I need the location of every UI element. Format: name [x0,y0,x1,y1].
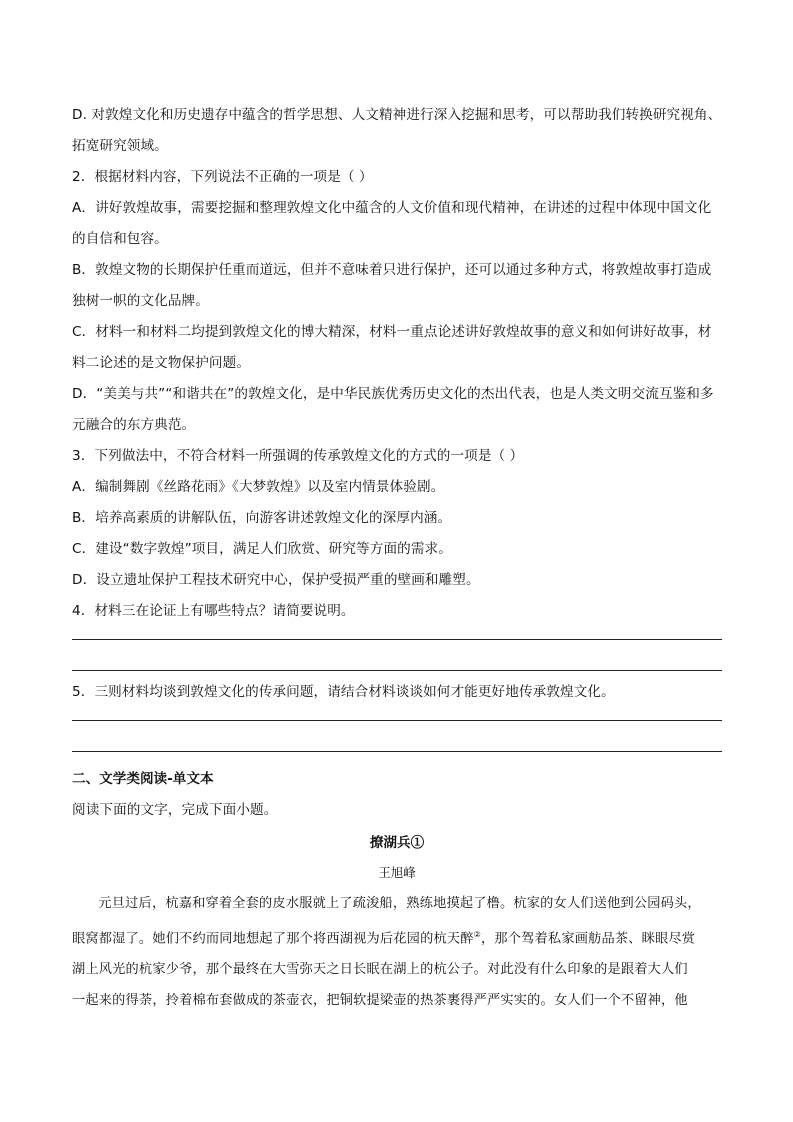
q5-answer-line-1[interactable] [72,720,722,721]
q4-answer-line-1[interactable] [72,639,722,640]
q2-option-b-line1: B．敦煌文物的长期保护任重而道远，但并不意味着只进行保护，还可以通过多种方式，将敦煌故事打造成 [72,262,712,278]
q2-option-a-line1: A．讲好敦煌故事，需要挖掘和整理敦煌文化中蕴含的人文价值和现代精神，在讲述的过程中体现中国文化 [72,200,712,216]
q3-option-d: D．设立遗址保护工程技术研究中心，保护受损严重的壁画和雕塑。 [72,572,480,588]
q3-option-b: B．培养高素质的讲解队伍，向游客讲述敦煌文化的深厚内涵。 [72,510,452,526]
q1-option-d-line2: 拓宽研究领域。 [72,138,168,154]
q3-stem: 3．下列做法中，不符合材料一所强调的传承敦煌文化的方式的一项是（ ） [72,448,524,464]
story-author: 王旭峰 [378,865,416,880]
story-line-2 [72,919,722,954]
q2-option-b-line2: 独树一帜的文化品牌。 [72,293,209,309]
section-heading: 二、文学类阅读-单文本 [72,771,214,787]
q1-option-d-line1: D. 对敦煌文化和历史遗存中蕴含的哲学思想、人文精神进行深入挖掘和思考，可以帮助我们转换研究视角、 [72,107,722,123]
story-line-1: 元旦过后，杭嘉和穿着全套的皮水服就上了疏浚船，熟练地摸起了橹。杭家的女人们送他到公园码头， [98,896,701,911]
q5-stem: 5．三则材料均谈到敦煌文化的传承问题，请结合材料谈谈如何才能更好地传承敦煌文化。 [72,684,615,700]
story-line-4: 一起来的得荼，拎着棉布套做成的茶壶衣，把铜软提梁壶的热茶裹得严严实实的。女人们一个不留神，他 [72,993,688,1009]
q2-option-c-line2: 料二论述的是文物保护问题。 [72,355,251,371]
q5-answer-line-2[interactable] [72,751,722,752]
story-body [72,888,722,1016]
q2-stem: 2．根据材料内容，下列说法不正确的一项是（ ） [72,169,373,185]
q3-option-c: C．建设“数字敦煌”项目，满足人们欣赏、研究等方面的需求。 [72,541,452,557]
q2-option-d-line1: D．“美美与共”“和谐共在”的敦煌文化，是中华民族优秀历史文化的杰出代表，也是人类文明交流互鉴和多 [72,386,714,402]
q2-option-c-line1: C．材料一和材料二均提到敦煌文化的博大精深，材料一重点论述讲好敦煌故事的意义和如何讲好故事，材 [72,324,712,340]
q2-option-d-line2: 元融合的东方典范。 [72,417,196,433]
q4-stem: 4．材料三在论证上有哪些特点？请简要说明。 [72,603,355,619]
footnote-marker: ② [473,930,481,939]
q2-option-a-line2: 的自信和包容。 [72,231,168,247]
story-line-2-tail: ，那个驾着私家画舫品茶、眯眼尽赏 [481,931,696,947]
story-line-3: 湖上风光的杭家少爷，那个最终在大雪弥天之日长眠在湖上的杭公子。对此没有什么印象的是跟着大人们 [72,962,688,978]
section-instruction: 阅读下面的文字，完成下面小题。 [72,802,278,818]
story-line-2-text: 眼窝都湿了。她们不约而同地想起了那个将西湖视为后花园的杭天醉 [72,931,474,947]
q3-option-a: A．编制舞剧《丝路花雨》《大梦敦煌》以及室内情景体验剧。 [72,479,445,495]
q4-answer-line-2[interactable] [72,670,722,671]
story-title: 撩湖兵① [369,835,425,851]
exam-page [72,100,722,1016]
